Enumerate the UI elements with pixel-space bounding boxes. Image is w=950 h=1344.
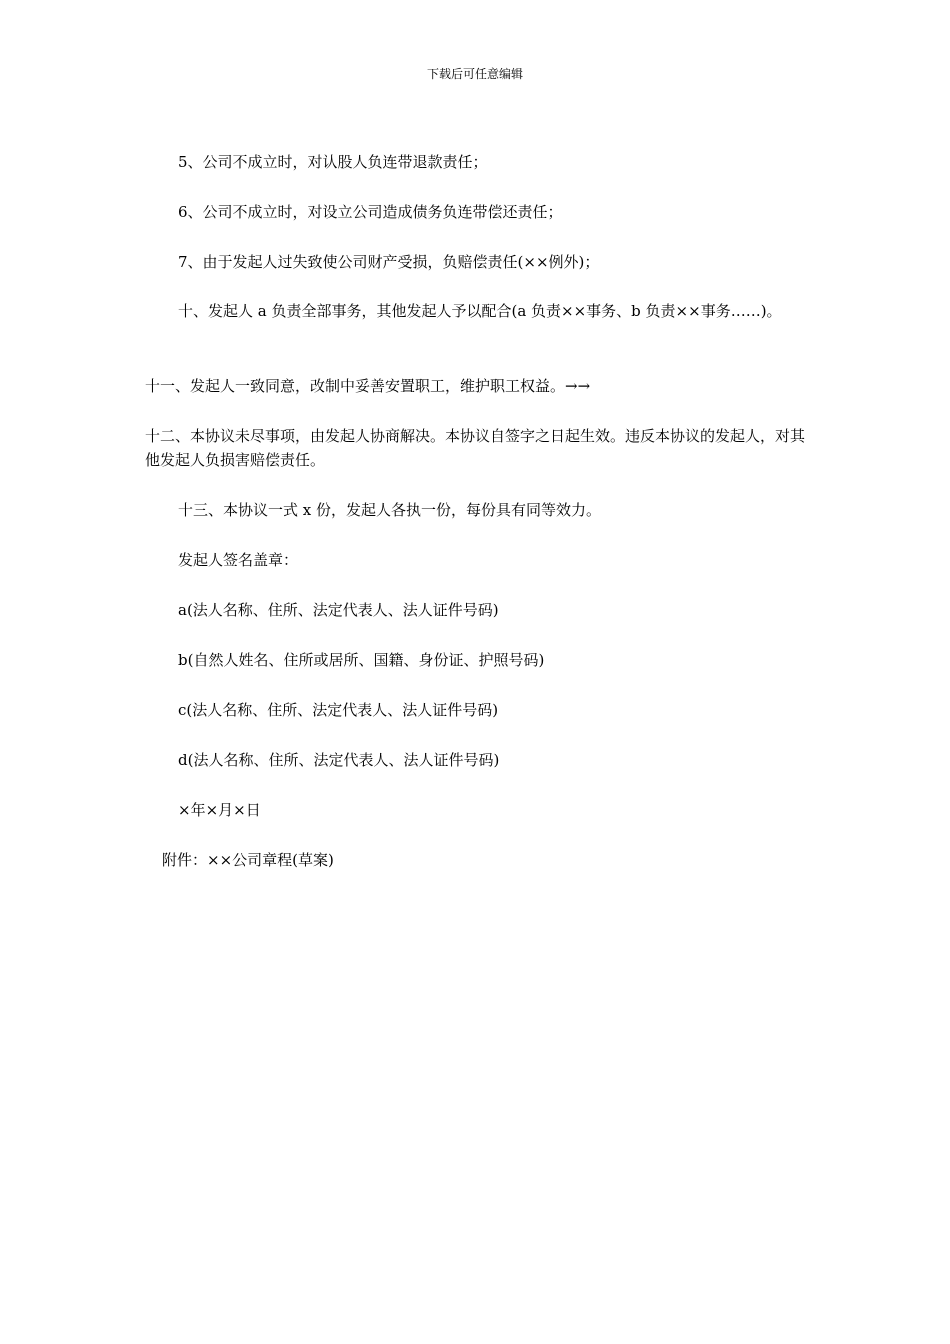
clause-7: 7、由于发起人过失致使公司财产受损，负赔偿责任(××例外)；: [178, 253, 600, 271]
signatory-a: a(法人名称、住所、法定代表人、法人证件号码): [178, 601, 499, 619]
clause-5: 5、公司不成立时，对认股人负连带退款责任；: [178, 153, 488, 171]
page-header: 下载后可任意编辑: [426, 67, 523, 81]
attachment-note: 附件：××公司章程(草案): [162, 851, 334, 869]
signatory-c: c(法人名称、住所、法定代表人、法人证件号码): [178, 701, 499, 719]
signing-date: ×年×月×日: [178, 801, 261, 819]
clause-13: 十三、本协议一式 x 份，发起人各执一份，每份具有同等效力。: [178, 501, 601, 519]
clause-11: 十一、发起人一致同意，改制中妥善安置职工，维护职工权益。→→: [145, 377, 591, 395]
clause-12: 十二、本协议未尽事项，由发起人协商解决。本协议自签字之日起生效。违反本协议的发起人，对其他发起人负损害赔偿责任。: [145, 427, 806, 469]
signatory-d: d(法人名称、住所、法定代表人、法人证件号码): [178, 751, 500, 769]
clause-6: 6、公司不成立时，对设立公司造成债务负连带偿还责任；: [178, 203, 563, 221]
signature-title: 发起人签名盖章：: [178, 551, 299, 569]
clause-10: 十、发起人 a 负责全部事务，其他发起人予以配合(a 负责××事务、b 负责××事务……)。: [178, 302, 782, 320]
signatory-b: b(自然人姓名、住所或居所、国籍、身份证、护照号码): [178, 651, 545, 669]
